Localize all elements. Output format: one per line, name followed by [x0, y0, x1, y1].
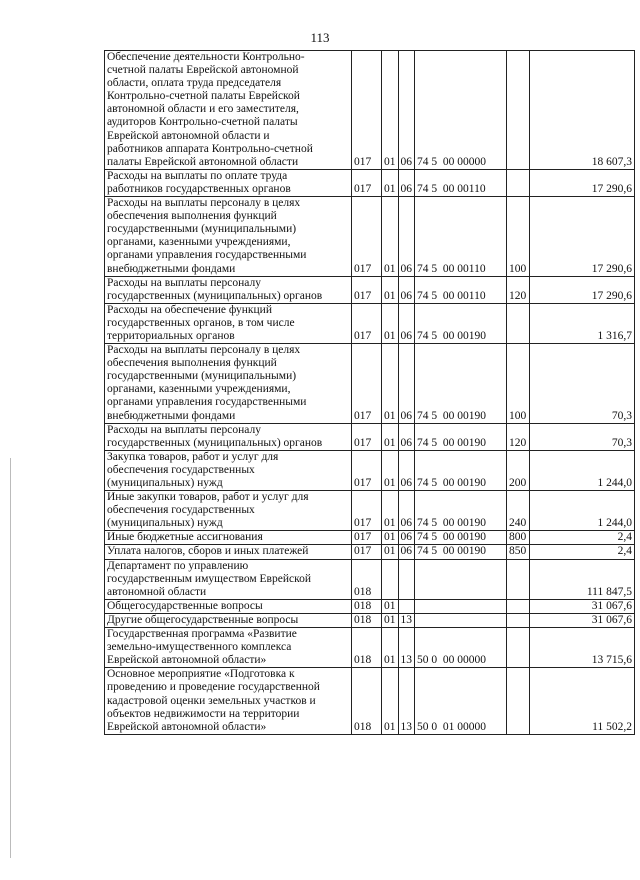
- row-name-line: объектов недвижимости на территории: [107, 707, 300, 720]
- table-body: [105, 51, 635, 735]
- row-name-line: палаты Еврейской автономной области: [107, 155, 299, 168]
- row-gr-code: 017: [352, 423, 382, 450]
- row-name-line: (муниципальных) нужд: [107, 517, 223, 530]
- row-name-line: органами, казенными учреждениями,: [107, 236, 291, 249]
- row-pr-code: 06: [398, 423, 415, 450]
- row-name-line: Департамент по управлению: [107, 559, 249, 572]
- row-sum: 2,4: [530, 545, 635, 559]
- row-csr-code: 74 5 00 00110: [415, 276, 507, 303]
- scan-edge-line: [10, 458, 11, 858]
- budget-table: [104, 50, 635, 735]
- row-rz-code: 01: [382, 276, 399, 303]
- row-gr-code: 017: [352, 51, 382, 170]
- row-name-line: Закупка товаров, работ и услуг для: [107, 450, 279, 463]
- row-name-line: Расходы на обеспечение функций: [107, 303, 272, 316]
- row-vr-code: 800: [507, 531, 530, 545]
- row-csr-code: 74 5 00 00190: [415, 450, 507, 490]
- table-row: [105, 545, 635, 559]
- row-name-line: работников аппарата Контрольно-счетной: [107, 142, 313, 155]
- row-gr-code: 017: [352, 197, 382, 277]
- table-row: [105, 450, 635, 490]
- row-gr-code: 017: [352, 545, 382, 559]
- row-rz-code: 01: [382, 344, 399, 424]
- row-pr-code: 13: [398, 628, 415, 668]
- row-vr-code: 850: [507, 545, 530, 559]
- row-vr-code: 240: [507, 491, 530, 531]
- row-name-line: обеспечения государственных: [107, 463, 255, 476]
- row-gr-code: 017: [352, 450, 382, 490]
- row-name-line: обеспечения выполнения функций: [107, 210, 277, 223]
- row-csr-code: 74 5 00 00190: [415, 491, 507, 531]
- row-gr-code: 017: [352, 303, 382, 343]
- row-name-cell: [105, 613, 352, 627]
- row-name-cell: [105, 276, 352, 303]
- row-pr-code: 06: [398, 545, 415, 559]
- row-sum: 70,3: [530, 344, 635, 424]
- row-pr-code: 06: [398, 491, 415, 531]
- row-csr-code: [415, 613, 507, 627]
- table-row: [105, 303, 635, 343]
- table-row: [105, 531, 635, 545]
- row-csr-code: 50 0 00 00000: [415, 628, 507, 668]
- row-name-line: земельно-имущественного комплекса: [107, 641, 292, 654]
- row-csr-code: [415, 599, 507, 613]
- row-pr-code: 06: [398, 169, 415, 196]
- row-name-cell: [105, 545, 352, 559]
- row-pr-code: 06: [398, 51, 415, 170]
- row-gr-code: 017: [352, 491, 382, 531]
- row-gr-code: 017: [352, 344, 382, 424]
- row-name-cell: [105, 531, 352, 545]
- row-name-cell: [105, 628, 352, 668]
- row-pr-code: [398, 599, 415, 613]
- row-name-cell: [105, 303, 352, 343]
- row-name-line: области, оплата труда председателя: [107, 77, 282, 90]
- row-vr-code: 120: [507, 423, 530, 450]
- row-sum: 1 244,0: [530, 450, 635, 490]
- row-csr-code: 50 0 01 00000: [415, 668, 507, 734]
- row-gr-code: 018: [352, 599, 382, 613]
- row-name-line: Еврейской автономной области»: [107, 654, 267, 667]
- row-name-line: территориальных органов: [107, 329, 235, 342]
- row-sum: 31 067,6: [530, 599, 635, 613]
- row-sum: 1 316,7: [530, 303, 635, 343]
- row-vr-code: 100: [507, 344, 530, 424]
- row-name-line: внебюджетными фондами: [107, 262, 236, 275]
- row-name-cell: [105, 559, 352, 599]
- row-sum: 111 847,5: [530, 559, 635, 599]
- row-sum: 17 290,6: [530, 169, 635, 196]
- row-name-cell: [105, 491, 352, 531]
- row-sum: 17 290,6: [530, 197, 635, 277]
- row-name-line: государственных (муниципальных) органов: [107, 436, 323, 449]
- row-pr-code: 06: [398, 276, 415, 303]
- row-name-line: государственным имуществом Еврейской: [107, 572, 312, 585]
- row-gr-code: 018: [352, 668, 382, 734]
- row-name-line: органами управления государственными: [107, 249, 307, 262]
- row-rz-code: 01: [382, 491, 399, 531]
- row-gr-code: 017: [352, 169, 382, 196]
- row-name-line: Расходы на выплаты персоналу в целях: [107, 197, 301, 210]
- row-vr-code: [507, 51, 530, 170]
- row-pr-code: 13: [398, 668, 415, 734]
- table-row: [105, 559, 635, 599]
- row-rz-code: 01: [382, 599, 399, 613]
- row-sum: 11 502,2: [530, 668, 635, 734]
- row-name-line: автономной области: [107, 585, 207, 598]
- row-name-line: Иные закупки товаров, работ и услуг для: [107, 491, 309, 504]
- row-name-cell: [105, 423, 352, 450]
- row-rz-code: 01: [382, 169, 399, 196]
- row-name-line: Еврейской автономной области»: [107, 720, 267, 733]
- row-name-line: государственных органов, в том числе: [107, 316, 295, 329]
- row-vr-code: [507, 668, 530, 734]
- row-pr-code: 06: [398, 531, 415, 545]
- row-name-line: Обеспечение деятельности Контрольно-: [107, 51, 305, 63]
- row-sum: 70,3: [530, 423, 635, 450]
- table-row: [105, 423, 635, 450]
- row-gr-code: 018: [352, 559, 382, 599]
- row-rz-code: 01: [382, 668, 399, 734]
- row-rz-code: 01: [382, 531, 399, 545]
- row-name-line: государственными (муниципальными): [107, 223, 297, 236]
- table-row: [105, 491, 635, 531]
- row-name-line: Общегосударственные вопросы: [107, 599, 263, 612]
- row-csr-code: 74 5 00 00110: [415, 169, 507, 196]
- row-name-cell: [105, 197, 352, 277]
- row-rz-code: 01: [382, 545, 399, 559]
- row-vr-code: [507, 613, 530, 627]
- row-vr-code: [507, 599, 530, 613]
- row-rz-code: 01: [382, 303, 399, 343]
- row-name-line: Контрольно-счетной палаты Еврейской: [107, 90, 300, 103]
- row-csr-code: 74 5 00 00190: [415, 344, 507, 424]
- row-sum: 31 067,6: [530, 613, 635, 627]
- page-number: 113: [310, 30, 330, 45]
- row-pr-code: 06: [398, 344, 415, 424]
- row-rz-code: 01: [382, 423, 399, 450]
- row-name-cell: [105, 668, 352, 734]
- table-row: [105, 344, 635, 424]
- row-rz-code: 01: [382, 628, 399, 668]
- row-name-cell: [105, 51, 352, 170]
- row-rz-code: [382, 559, 399, 599]
- row-sum: 13 715,6: [530, 628, 635, 668]
- row-vr-code: 120: [507, 276, 530, 303]
- row-rz-code: 01: [382, 613, 399, 627]
- table-row: [105, 276, 635, 303]
- row-name-line: проведению и проведение государственной: [107, 681, 320, 694]
- row-pr-code: [398, 559, 415, 599]
- row-rz-code: 01: [382, 197, 399, 277]
- row-vr-code: [507, 628, 530, 668]
- row-name-line: обеспечения выполнения функций: [107, 357, 277, 370]
- row-vr-code: [507, 559, 530, 599]
- row-name-line: Расходы на выплаты персоналу в целях: [107, 344, 301, 357]
- row-name-line: Еврейской автономной области и: [107, 129, 270, 142]
- table-row: [105, 169, 635, 196]
- row-gr-code: 018: [352, 628, 382, 668]
- row-name-line: Основное мероприятие «Подготовка к: [107, 668, 295, 681]
- row-name-line: Расходы на выплаты персоналу: [107, 423, 261, 436]
- row-gr-code: 017: [352, 276, 382, 303]
- row-name-line: обеспечения государственных: [107, 504, 255, 517]
- row-name-line: Иные бюджетные ассигнования: [107, 531, 263, 544]
- row-name-line: Расходы на выплаты персоналу: [107, 276, 261, 289]
- row-rz-code: 01: [382, 51, 399, 170]
- row-name-line: органами, казенными учреждениями,: [107, 383, 291, 396]
- row-csr-code: 74 5 00 00190: [415, 531, 507, 545]
- row-name-line: органами управления государственными: [107, 396, 307, 409]
- row-name-line: Другие общегосударственные вопросы: [107, 613, 299, 626]
- table-row: [105, 197, 635, 277]
- row-name-line: работников государственных органов: [107, 182, 291, 195]
- row-name-line: аудиторов Контрольно-счетной палаты: [107, 116, 298, 129]
- row-csr-code: 74 5 00 00190: [415, 423, 507, 450]
- row-gr-code: 017: [352, 531, 382, 545]
- table-row: [105, 51, 635, 170]
- row-name-cell: [105, 450, 352, 490]
- table-row: [105, 613, 635, 627]
- row-name-line: автономной области и его заместителя,: [107, 103, 299, 116]
- row-pr-code: 06: [398, 450, 415, 490]
- row-vr-code: 200: [507, 450, 530, 490]
- row-sum: 17 290,6: [530, 276, 635, 303]
- row-name-line: Расходы на выплаты по оплате труда: [107, 169, 288, 182]
- row-csr-code: 74 5 00 00110: [415, 197, 507, 277]
- row-name-cell: [105, 599, 352, 613]
- row-name-line: государственных (муниципальных) органов: [107, 289, 323, 302]
- row-pr-code: 06: [398, 197, 415, 277]
- row-csr-code: 74 5 00 00190: [415, 545, 507, 559]
- row-pr-code: 06: [398, 303, 415, 343]
- row-vr-code: [507, 169, 530, 196]
- row-name-line: счетной палаты Еврейской автономной: [107, 64, 299, 77]
- row-vr-code: 100: [507, 197, 530, 277]
- row-sum: 2,4: [530, 531, 635, 545]
- row-pr-code: 13: [398, 613, 415, 627]
- row-name-cell: [105, 169, 352, 196]
- row-name-line: государственными (муниципальными): [107, 370, 297, 383]
- row-csr-code: 74 5 00 00000: [415, 51, 507, 170]
- row-name-line: Уплата налогов, сборов и иных платежей: [107, 545, 309, 558]
- table-row: [105, 599, 635, 613]
- row-name-line: внебюджетными фондами: [107, 409, 236, 422]
- row-rz-code: 01: [382, 450, 399, 490]
- row-sum: 1 244,0: [530, 491, 635, 531]
- row-vr-code: [507, 303, 530, 343]
- table-row: [105, 668, 635, 734]
- table-row: [105, 628, 635, 668]
- row-name-cell: [105, 344, 352, 424]
- row-name-line: кадастровой оценки земельных участков и: [107, 694, 316, 707]
- row-name-line: Государственная программа «Развитие: [107, 628, 297, 641]
- row-sum: 18 607,3: [530, 51, 635, 170]
- row-csr-code: [415, 559, 507, 599]
- row-gr-code: 018: [352, 613, 382, 627]
- row-name-line: (муниципальных) нужд: [107, 477, 223, 489]
- row-csr-code: 74 5 00 00190: [415, 303, 507, 343]
